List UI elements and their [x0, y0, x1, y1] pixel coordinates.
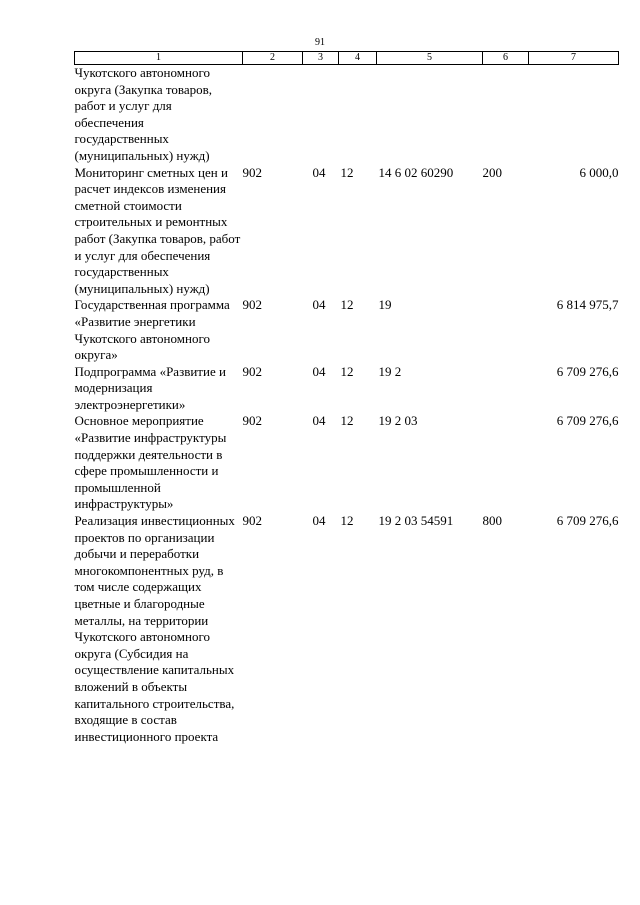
- row-section-code: 04: [312, 513, 326, 529]
- row-amount: 6 709 276,6: [556, 513, 619, 529]
- row-name: Чукотского автономного округа (Закупка товаров, работ и услуг для обеспечения государственных (муниципальных) нужд): [74, 65, 212, 163]
- row-ministry-code: [243, 65, 303, 165]
- row-article-code: [377, 65, 483, 165]
- row-ministry-code: 902: [242, 297, 262, 313]
- table-row: [75, 297, 619, 363]
- row-expense-type: 200: [482, 164, 502, 180]
- row-expense-type: [483, 65, 529, 165]
- table-row: [75, 65, 619, 165]
- table-header: [75, 52, 619, 65]
- row-section-code: 04: [312, 413, 326, 429]
- table-row: [75, 513, 619, 745]
- row-section-code: 04: [312, 363, 326, 379]
- budget-table: [74, 51, 619, 745]
- row-ministry-code: 902: [242, 413, 262, 429]
- row-article-code: 19 2 03: [378, 413, 418, 429]
- row-article-code: 14 6 02 60290: [378, 164, 454, 180]
- row-section-code: 04: [312, 297, 326, 313]
- row-ministry-code: 902: [242, 363, 262, 379]
- row-expense-type: 800: [482, 513, 502, 529]
- row-subsection-code: 12: [340, 297, 354, 313]
- column-header-1: 1: [75, 52, 243, 65]
- row-ministry-code: 902: [242, 513, 262, 529]
- page-number: 91: [315, 37, 325, 48]
- row-expense-type: [483, 413, 529, 513]
- table-row: [75, 165, 619, 298]
- row-amount: 6 709 276,6: [556, 363, 619, 379]
- header-row: [75, 52, 619, 65]
- row-name: Государственная программа «Развитие энергетики Чукотского автономного округа»: [74, 297, 230, 363]
- row-amount: 6 709 276,6: [556, 413, 619, 429]
- row-amount: 6 000,0: [579, 164, 619, 180]
- column-header-4: 4: [339, 52, 377, 65]
- row-expense-type: [483, 364, 529, 414]
- row-subsection-code: 12: [340, 513, 354, 529]
- row-amount: [529, 65, 619, 165]
- row-expense-type: [483, 297, 529, 363]
- row-section-code: 04: [312, 164, 326, 180]
- column-header-5: 5: [377, 52, 483, 65]
- row-subsection-code: 12: [340, 164, 354, 180]
- column-header-6: 6: [483, 52, 529, 65]
- row-name: Реализация инвестиционных проектов по организации добычи и переработки многокомпонентных руд, в том числе содержащих цветные и благородные металлы, на территории Чукотского автономного округа (Субсидия на осуществление капитальных вложений в объекты капитального строительства, входящие в состав инвестиционного проекта: [74, 513, 235, 744]
- row-subsection-code: 12: [340, 363, 354, 379]
- row-amount: 6 814 975,7: [556, 297, 619, 313]
- table-body: [75, 65, 619, 746]
- row-name: Мониторинг сметных цен и расчет индексов изменения сметной стоимости строительных и ремонтных работ (Закупка товаров, работ и услуг для обеспечения государственных (муниципальных) нужд): [74, 164, 241, 296]
- column-header-2: 2: [243, 52, 303, 65]
- table-row: [75, 364, 619, 414]
- table-row: [75, 413, 619, 513]
- row-section-code: [303, 65, 339, 165]
- column-header-3: 3: [303, 52, 339, 65]
- row-article-code: 19: [378, 297, 392, 313]
- row-subsection-code: 12: [340, 413, 354, 429]
- row-ministry-code: 902: [242, 164, 262, 180]
- row-article-code: 19 2: [378, 363, 402, 379]
- row-article-code: 19 2 03 54591: [378, 513, 454, 529]
- row-name: Подпрограмма «Развитие и модернизация электроэнергетики»: [74, 363, 226, 412]
- row-subsection-code: [339, 65, 377, 165]
- column-header-7: 7: [529, 52, 619, 65]
- row-name: Основное мероприятие «Развитие инфраструктуры поддержки деятельности в сфере промышленности и промышленной инфраструктуры»: [74, 413, 227, 512]
